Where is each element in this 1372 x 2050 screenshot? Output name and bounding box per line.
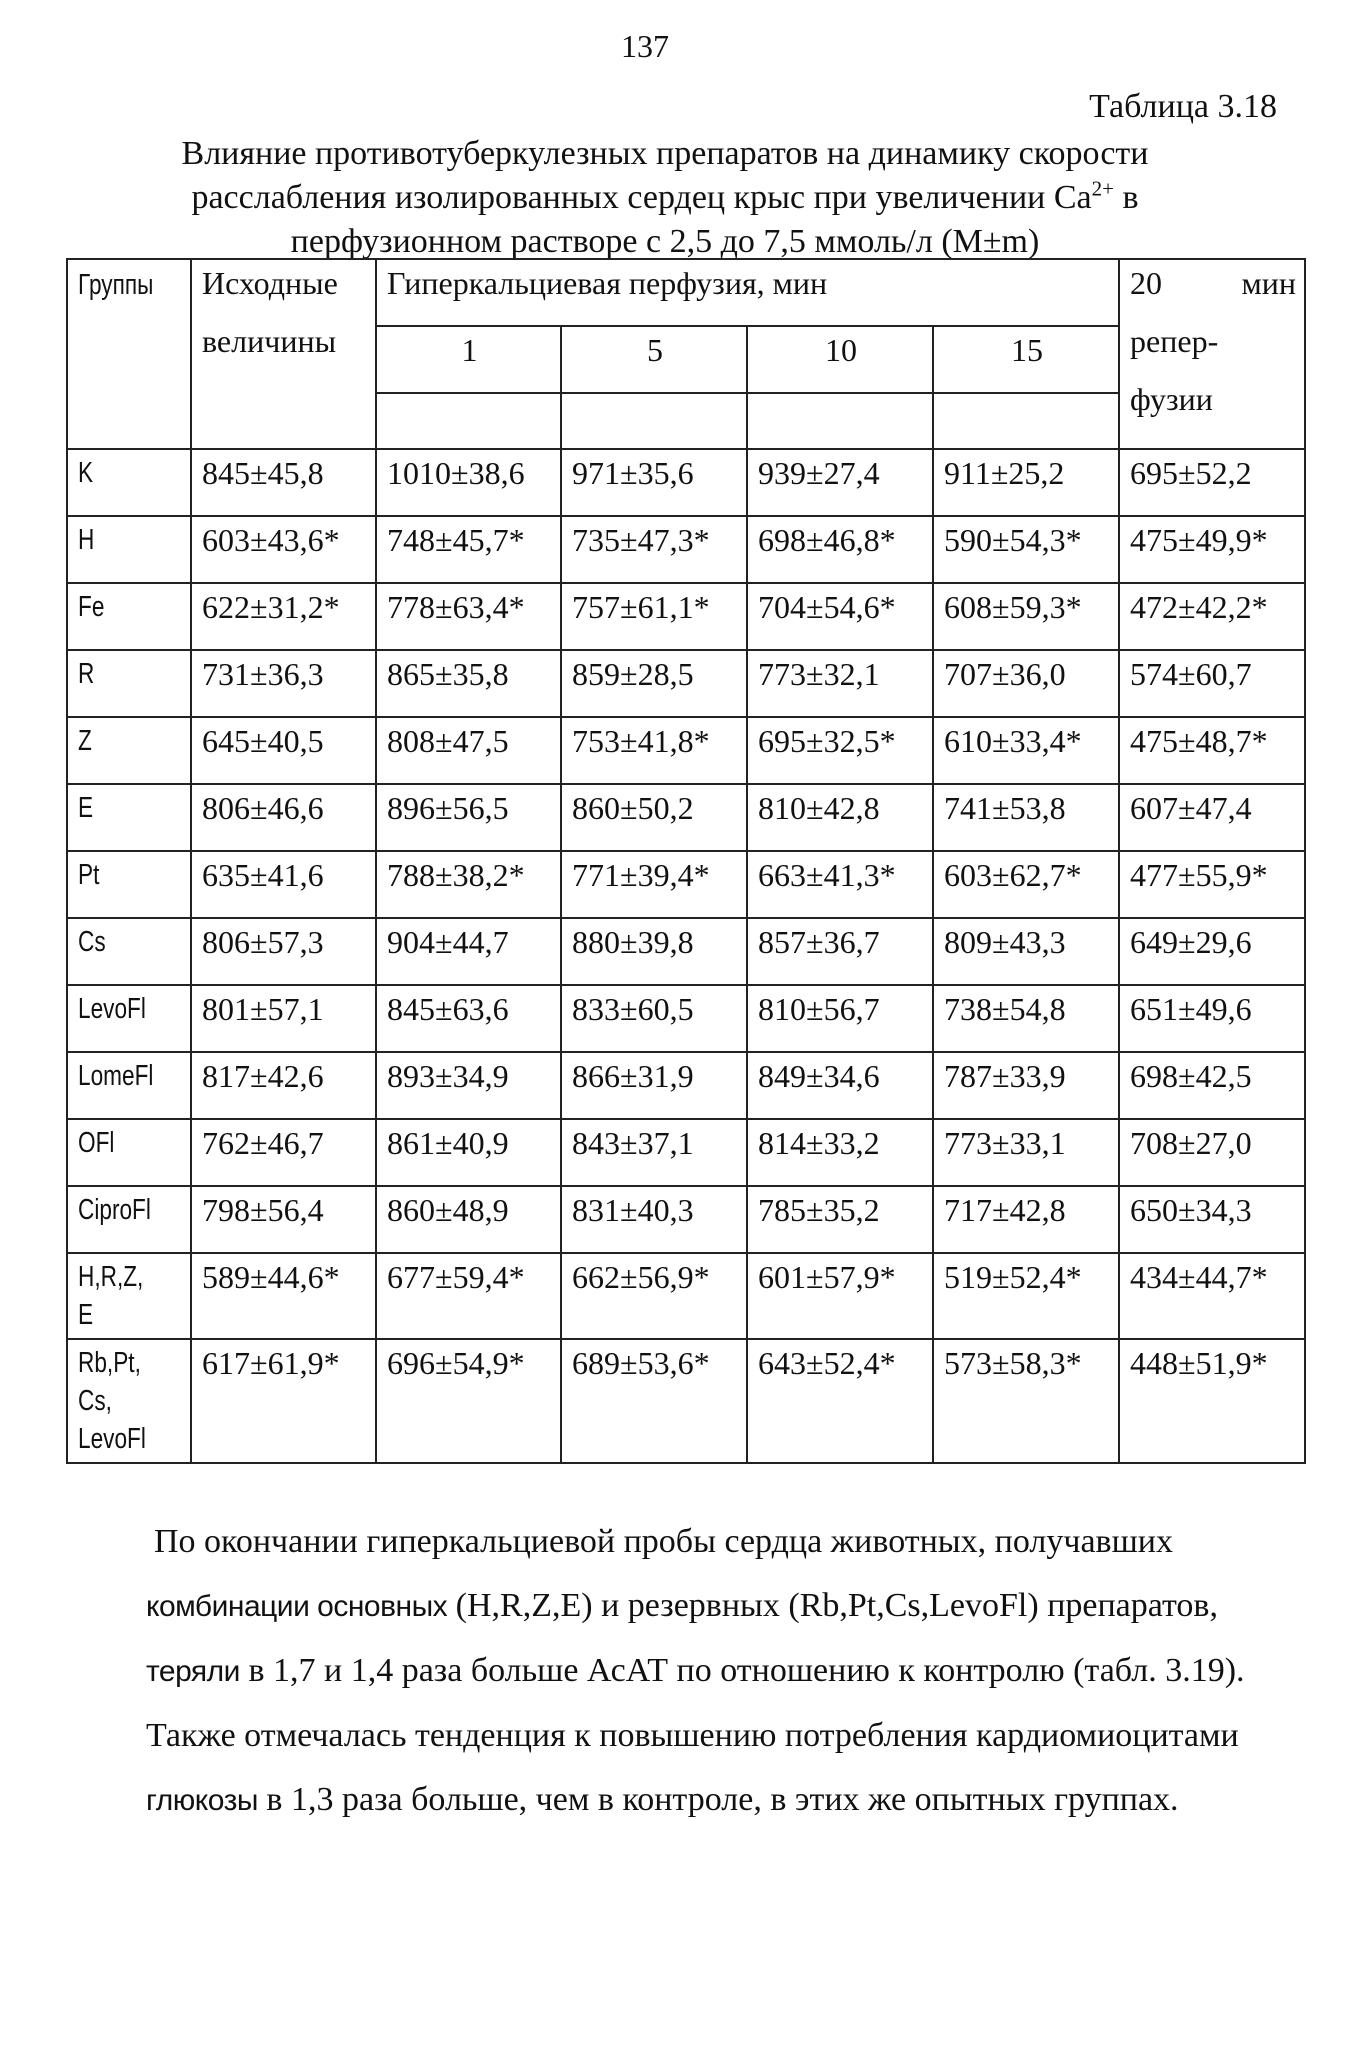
header-baseline-line1: Исходные (202, 265, 338, 301)
value-cell: 643±52,4* (747, 1339, 933, 1463)
header-minute-5: 5 (561, 326, 747, 393)
value-cell: 651±49,6 (1119, 985, 1305, 1052)
value-cell: 762±46,7 (191, 1119, 376, 1186)
value-cell: 731±36,3 (191, 650, 376, 717)
group-label: Cs, (78, 1385, 112, 1417)
value-cell: 771±39,4* (561, 851, 747, 918)
value-cell: 788±38,2* (376, 851, 561, 918)
table-body (67, 449, 1305, 1463)
group-label: H (78, 524, 95, 556)
group-label: Fe (78, 591, 105, 623)
header-minute-1-spacer (376, 393, 561, 449)
value-cell: 778±63,4* (376, 583, 561, 650)
value-cell: 808±47,5 (376, 717, 561, 784)
value-cell: 741±53,8 (933, 784, 1119, 851)
value-cell: 773±32,1 (747, 650, 933, 717)
value-cell: 896±56,5 (376, 784, 561, 851)
value-cell: 857±36,7 (747, 918, 933, 985)
table-row (67, 516, 1305, 583)
header-minute-10: 10 (747, 326, 933, 393)
group-label: OFl (78, 1127, 115, 1159)
group-cell (67, 918, 191, 985)
table-row (67, 1253, 1305, 1339)
value-cell: 650±34,3 (1119, 1186, 1305, 1253)
value-cell: 911±25,2 (933, 449, 1119, 516)
value-cell: 617±61,9* (191, 1339, 376, 1463)
value-cell: 849±34,6 (747, 1052, 933, 1119)
header-reperfusion-line3: фузии (1130, 381, 1213, 417)
value-cell: 810±42,8 (747, 784, 933, 851)
value-cell: 608±59,3* (933, 583, 1119, 650)
value-cell: 806±57,3 (191, 918, 376, 985)
title-line-2-end: в (1113, 179, 1139, 216)
header-minute-10-spacer (747, 393, 933, 449)
value-cell: 757±61,1* (561, 583, 747, 650)
group-label: Pt (78, 859, 100, 891)
group-label: H,R,Z, (78, 1261, 144, 1293)
table-row (67, 1186, 1305, 1253)
group-label: LevoFl (78, 1423, 146, 1455)
table-row (67, 717, 1305, 784)
value-cell: 833±60,5 (561, 985, 747, 1052)
value-cell: 695±52,2 (1119, 449, 1305, 516)
header-baseline-line2: величины (202, 323, 337, 359)
value-cell: 607±47,4 (1119, 784, 1305, 851)
value-cell: 590±54,3* (933, 516, 1119, 583)
header-minute-1: 1 (376, 326, 561, 393)
value-cell: 773±33,1 (933, 1119, 1119, 1186)
group-cell (67, 1253, 191, 1339)
value-cell: 695±32,5* (747, 717, 933, 784)
group-label: CiproFl (78, 1194, 151, 1226)
group-cell (67, 1186, 191, 1253)
table-row (67, 449, 1305, 516)
value-cell: 904±44,7 (376, 918, 561, 985)
value-cell: 601±57,9* (747, 1253, 933, 1339)
value-cell: 787±33,9 (933, 1052, 1119, 1119)
value-cell: 735±47,3* (561, 516, 747, 583)
value-cell: 589±44,6* (191, 1253, 376, 1339)
title-line-2 (100, 176, 1230, 220)
value-cell: 696±54,9* (376, 1339, 561, 1463)
value-cell: 707±36,0 (933, 650, 1119, 717)
table-row (67, 1339, 1305, 1463)
value-cell: 866±31,9 (561, 1052, 747, 1119)
group-cell (67, 1052, 191, 1119)
table-row (67, 918, 1305, 985)
table-row (67, 851, 1305, 918)
value-cell: 649±29,6 (1119, 918, 1305, 985)
value-cell: 708±27,0 (1119, 1119, 1305, 1186)
value-cell: 603±62,7* (933, 851, 1119, 918)
value-cell: 622±31,2* (191, 583, 376, 650)
value-cell: 610±33,4* (933, 717, 1119, 784)
body-line-4: Также отмечалась тенденция к повышению потребления кардиомиоцитами (146, 1717, 1239, 1754)
group-cell (67, 1119, 191, 1186)
value-cell: 717±42,8 (933, 1186, 1119, 1253)
value-cell: 880±39,8 (561, 918, 747, 985)
group-label: LevoFl (78, 993, 146, 1025)
value-cell: 845±45,8 (191, 449, 376, 516)
group-cell (67, 650, 191, 717)
value-cell: 477±55,9* (1119, 851, 1305, 918)
group-cell (67, 985, 191, 1052)
group-label: E (78, 1299, 94, 1331)
group-label: R (78, 658, 95, 690)
value-cell: 645±40,5 (191, 717, 376, 784)
value-cell: 519±52,4* (933, 1253, 1119, 1339)
value-cell: 434±44,7* (1119, 1253, 1305, 1339)
data-table (66, 258, 1306, 1464)
value-cell: 865±35,8 (376, 650, 561, 717)
value-cell: 859±28,5 (561, 650, 747, 717)
body-line-2: комбинации основных (H,R,Z,E) и резервных (Rb,Pt,Cs,LevoFl) препаратов, (146, 1587, 1218, 1624)
value-cell: 662±56,9* (561, 1253, 747, 1339)
value-cell: 753±41,8* (561, 717, 747, 784)
value-cell: 971±35,6 (561, 449, 747, 516)
body-line-1: По окончании гиперкальциевой пробы сердца животных, получавших (154, 1523, 1173, 1560)
header-reperfusion (1119, 259, 1305, 449)
table-row (67, 784, 1305, 851)
value-cell: 845±63,6 (376, 985, 561, 1052)
group-cell (67, 516, 191, 583)
value-cell: 635±41,6 (191, 851, 376, 918)
body-line-5: глюкозы в 1,3 раза больше, чем в контроле, в этих же опытных группах. (146, 1781, 1179, 1818)
value-cell: 573±58,3* (933, 1339, 1119, 1463)
value-cell: 475±49,9* (1119, 516, 1305, 583)
group-cell (67, 1339, 191, 1463)
value-cell: 472±42,2* (1119, 583, 1305, 650)
value-cell: 809±43,3 (933, 918, 1119, 985)
value-cell: 689±53,6* (561, 1339, 747, 1463)
value-cell: 817±42,6 (191, 1052, 376, 1119)
value-cell: 843±37,1 (561, 1119, 747, 1186)
value-cell: 814±33,2 (747, 1119, 933, 1186)
value-cell: 603±43,6* (191, 516, 376, 583)
table-row (67, 1119, 1305, 1186)
value-cell: 801±57,1 (191, 985, 376, 1052)
header-baseline (191, 259, 376, 449)
group-cell (67, 717, 191, 784)
value-cell: 893±34,9 (376, 1052, 561, 1119)
header-reperfusion-line2: репер- (1130, 323, 1219, 359)
table-label: Таблица 3.18 (1089, 88, 1277, 125)
title-line-2-text: расслабления изолированных сердец крыс при увеличении Ca (191, 179, 1092, 216)
header-minute-15: 15 (933, 326, 1119, 393)
value-cell: 785±35,2 (747, 1186, 933, 1253)
value-cell: 748±45,7* (376, 516, 561, 583)
table-row (67, 985, 1305, 1052)
value-cell: 475±48,7* (1119, 717, 1305, 784)
value-cell: 704±54,6* (747, 583, 933, 650)
value-cell: 806±46,6 (191, 784, 376, 851)
value-cell: 810±56,7 (747, 985, 933, 1052)
header-minute-15-spacer (933, 393, 1119, 449)
table-row (67, 650, 1305, 717)
group-label: K (78, 457, 94, 489)
value-cell: 860±50,2 (561, 784, 747, 851)
header-minute-5-spacer (561, 393, 747, 449)
value-cell: 574±60,7 (1119, 650, 1305, 717)
value-cell: 861±40,9 (376, 1119, 561, 1186)
value-cell: 860±48,9 (376, 1186, 561, 1253)
header-groups: Группы (67, 259, 191, 449)
table-title (100, 132, 1230, 264)
group-label: Cs (78, 926, 106, 958)
header-hypercalcium: Гиперкальциевая перфузия, мин (376, 259, 1119, 326)
value-cell: 1010±38,6 (376, 449, 561, 516)
header-reperfusion-line1: 20 мин (1130, 265, 1297, 301)
group-label: Rb,Pt, (78, 1347, 141, 1379)
title-line-1: Влияние противотуберкулезных препаратов на динамику скорости (181, 135, 1149, 172)
value-cell: 798±56,4 (191, 1186, 376, 1253)
group-cell (67, 583, 191, 650)
title-superscript: 2+ (1091, 176, 1114, 201)
value-cell: 698±42,5 (1119, 1052, 1305, 1119)
group-label: LomeFl (78, 1060, 154, 1092)
group-label: Z (78, 725, 92, 757)
table-row (67, 1052, 1305, 1119)
body-line-3: теряли в 1,7 и 1,4 раза больше АсАТ по отношению к контролю (табл. 3.19). (146, 1652, 1245, 1689)
table-row (67, 583, 1305, 650)
group-label: E (78, 792, 94, 824)
value-cell: 939±27,4 (747, 449, 933, 516)
value-cell: 738±54,8 (933, 985, 1119, 1052)
value-cell: 677±59,4* (376, 1253, 561, 1339)
title-line-3: перфузионном растворе с 2,5 до 7,5 ммоль/л (M±m) (290, 223, 1040, 260)
value-cell: 663±41,3* (747, 851, 933, 918)
page-number: 137 (621, 28, 669, 64)
group-cell (67, 449, 191, 516)
value-cell: 448±51,9* (1119, 1339, 1305, 1463)
value-cell: 698±46,8* (747, 516, 933, 583)
body-paragraph (146, 1510, 1281, 1833)
group-cell (67, 851, 191, 918)
value-cell: 831±40,3 (561, 1186, 747, 1253)
group-cell (67, 784, 191, 851)
